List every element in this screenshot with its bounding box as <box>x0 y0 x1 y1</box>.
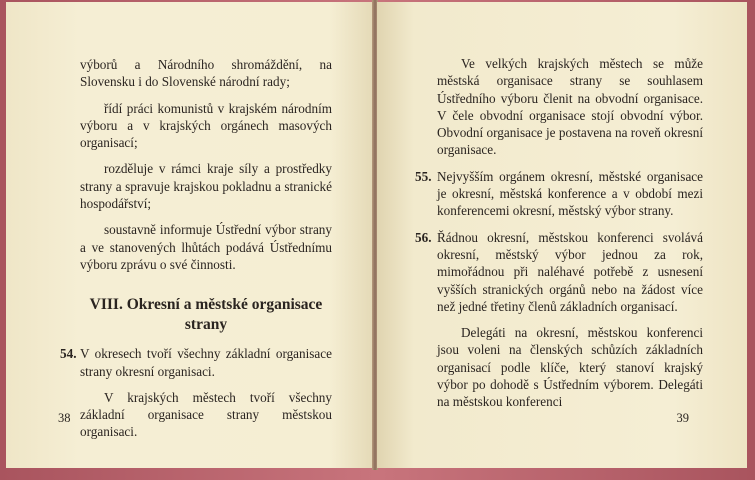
right-page-text <box>415 55 703 411</box>
page-number: 39 <box>676 411 689 425</box>
paragraph: V krajských městech tvoří všechny základní organisace strany městskou organisaci. <box>80 389 332 440</box>
section-54 <box>60 345 332 380</box>
paragraph: řídí práci komunistů v krajském národním výboru a v krajských orgánech masových organisací; <box>80 100 332 151</box>
section-number: 55. <box>415 168 432 184</box>
left-page <box>6 2 374 468</box>
section-number: 54. <box>60 346 77 362</box>
paragraph: Ve velkých krajských městech se může městská organisace strany se souhlasem Ústředního výboru členit na obvodní organisace. V čele obvodní organisace stojí obvodní výbor. Obvodní organisace je postavena na roveň okresní organisace. <box>437 56 703 158</box>
paragraph: výborů a Národního shromáždění, na Slovensku i do Slovenské národní rady; <box>80 57 332 90</box>
section-text: Nejvyšším orgánem okresní, městské organisace je okresní, městská konference a v období mezi konferencemi okresní, městský výbor strany. <box>437 168 703 219</box>
section-text: Řádnou okresní, městskou konferenci svolává okresní, městský výbor jednou za rok, mimořádnou při naléhavé potřebě z usnesení vyšších stranických orgánů nebo na žádost více než jedné třetiny členů základních organisací. <box>437 229 703 314</box>
section-text: V okresech tvoří všechny základní organisace strany okresní organisaci. <box>80 346 332 379</box>
page-number: 38 <box>58 411 71 425</box>
paragraph: Delegáti na okresní, městskou konferenci jsou voleni na členských schůzích základních organisací podle klíče, který stanoví krajský výbor po dohodě s Ústředním výborem. Delegáti na městskou konferenci <box>437 325 703 410</box>
section-55 <box>415 168 703 220</box>
right-page <box>377 2 747 468</box>
paragraph: rozděluje v rámci kraje síly a prostředky strany a spravuje krajskou pokladnu a stranické hospodářství; <box>80 161 332 212</box>
section-56 <box>415 229 703 315</box>
paragraph: soustavně informuje Ústřední výbor strany a ve stanovených lhůtách podává Ústřednímu výboru zprávu o své činnosti. <box>80 222 332 272</box>
section-number: 56. <box>415 229 432 245</box>
section-heading: VIII. Okresní a městské organisace strany <box>89 296 323 334</box>
